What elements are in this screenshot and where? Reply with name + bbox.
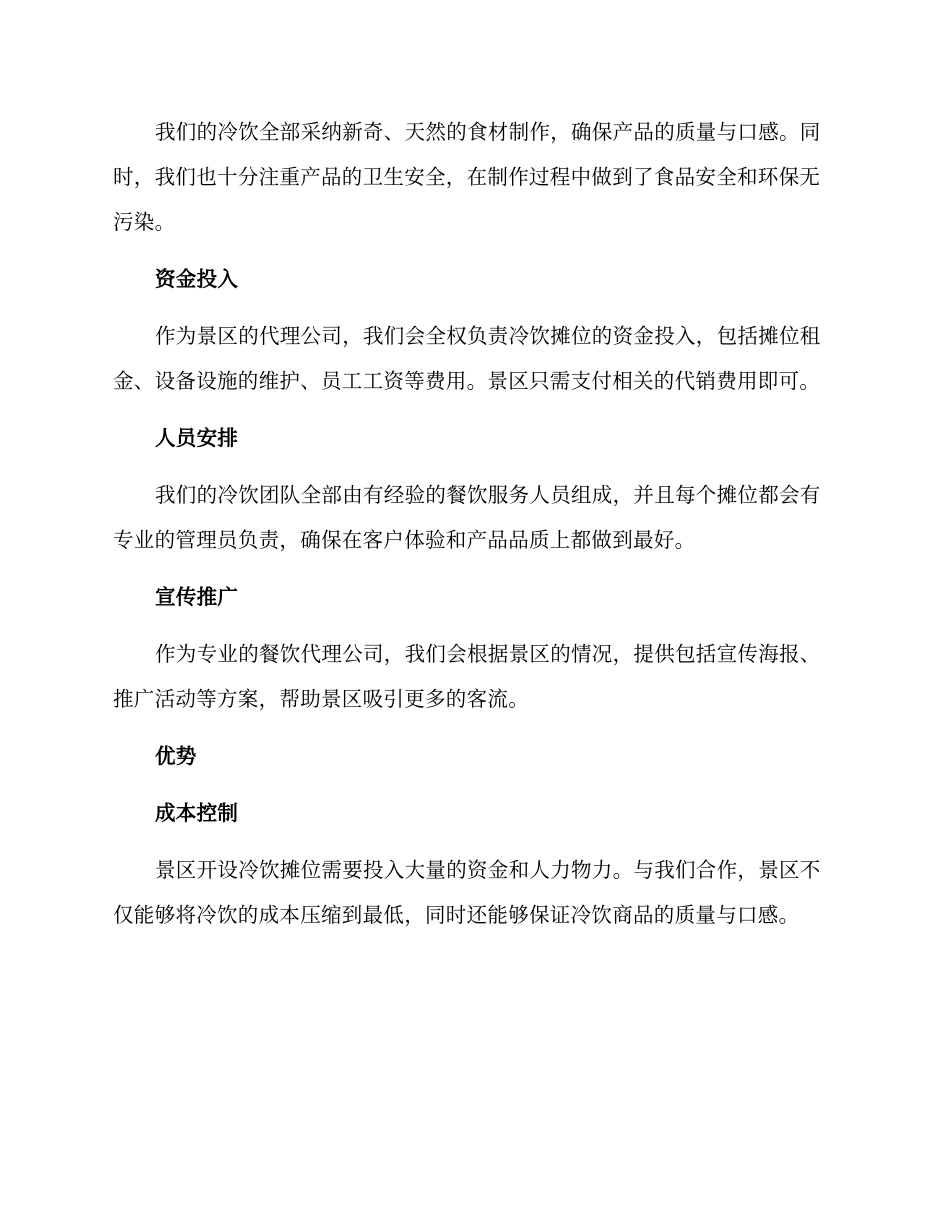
heading-promotion: 宣传推广 — [155, 585, 239, 609]
paragraph-staffing: 我们的冷饮团队全部由有经验的餐饮服务人员组成，并且每个摊位都会有专业的管理员负责，确保在客户体验和产品品质上都做到最好。 — [113, 483, 821, 552]
document-body — [113, 110, 833, 950]
paragraph-product-quality: 我们的冷饮全部采纳新奇、天然的食材制作，确保产品的质量与口感。同时，我们也十分注重产品的卫生安全，在制作过程中做到了食品安全和环保无污染。 — [113, 120, 821, 234]
paragraph-capital-investment: 作为景区的代理公司，我们会全权负责冷饮摊位的资金投入，包括摊位租金、设备设施的维护、员工工资等费用。景区只需支付相关的代销费用即可。 — [113, 324, 821, 393]
heading-cost-control: 成本控制 — [155, 801, 239, 825]
heading-capital-investment: 资金投入 — [155, 267, 239, 291]
paragraph-cost-control: 景区开设冷饮摊位需要投入大量的资金和人力物力。与我们合作，景区不仅能够将冷饮的成本压缩到最低，同时还能够保证冷饮商品的质量与口感。 — [113, 858, 821, 927]
heading-advantages: 优势 — [155, 744, 197, 768]
heading-staffing: 人员安排 — [155, 426, 239, 450]
paragraph-promotion: 作为专业的餐饮代理公司，我们会根据景区的情况，提供包括宣传海报、推广活动等方案，帮助景区吸引更多的客流。 — [113, 642, 821, 711]
